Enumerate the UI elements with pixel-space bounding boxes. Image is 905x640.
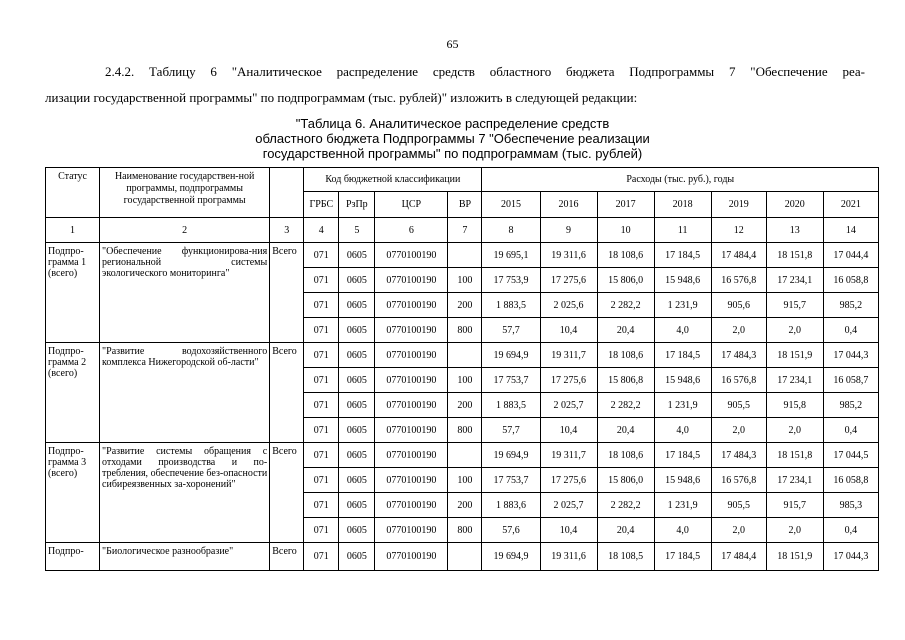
expense-value: 17 044,5 [823, 443, 878, 468]
vr-cell [448, 243, 482, 268]
rzpr-cell: 0605 [339, 443, 375, 468]
expense-value: 0,4 [823, 518, 878, 543]
header-col3 [270, 168, 304, 218]
expense-value: 10,4 [540, 418, 597, 443]
expense-value: 19 311,6 [540, 243, 597, 268]
csr-cell: 0770100190 [375, 243, 448, 268]
expense-value: 905,6 [711, 293, 766, 318]
expense-value: 18 108,6 [597, 243, 654, 268]
expense-value: 16 576,8 [711, 268, 766, 293]
expense-value: 1 883,5 [482, 293, 540, 318]
header-year: 2015 [482, 192, 540, 218]
expense-value: 18 151,9 [766, 343, 823, 368]
table-title-line-3: государственной программы" по подпрограммам (тыс. рублей) [262, 146, 643, 161]
expense-value: 2 282,2 [597, 393, 654, 418]
expense-value: 905,5 [711, 493, 766, 518]
expense-value: 17 484,3 [711, 443, 766, 468]
total-label: Всего [270, 343, 304, 443]
expense-value: 17 044,3 [823, 343, 878, 368]
csr-cell: 0770100190 [375, 343, 448, 368]
grbs-cell: 071 [304, 468, 339, 493]
header-vr: ВР [448, 192, 482, 218]
expense-value: 18 151,8 [766, 243, 823, 268]
expense-value: 18 151,9 [766, 543, 823, 571]
expense-value: 17 753,9 [482, 268, 540, 293]
csr-cell: 0770100190 [375, 493, 448, 518]
vr-cell: 800 [448, 318, 482, 343]
subprogram-name: "Развитие системы обращения с отходами производства и по-требления, обеспечение без-опасности сибиреязвенных за-хоронений" [100, 443, 270, 543]
header-year: 2021 [823, 192, 878, 218]
subprogram-status: Подпро-грамма 1 (всего) [46, 243, 100, 343]
expense-value: 20,4 [597, 518, 654, 543]
column-number: 4 [304, 218, 339, 243]
grbs-cell: 071 [304, 518, 339, 543]
grbs-cell: 071 [304, 368, 339, 393]
expense-value: 2 025,6 [540, 293, 597, 318]
column-number: 5 [339, 218, 375, 243]
vr-cell: 800 [448, 518, 482, 543]
expense-value: 2 282,2 [597, 493, 654, 518]
rzpr-cell: 0605 [339, 518, 375, 543]
grbs-cell: 071 [304, 443, 339, 468]
expense-value: 57,7 [482, 318, 540, 343]
expense-value: 17 753,7 [482, 468, 540, 493]
expense-value: 17 044,3 [823, 543, 878, 571]
column-number: 13 [766, 218, 823, 243]
budget-table-body [46, 218, 879, 571]
expense-value: 915,7 [766, 293, 823, 318]
vr-cell: 200 [448, 293, 482, 318]
expense-value: 18 108,6 [597, 343, 654, 368]
grbs-cell: 071 [304, 318, 339, 343]
csr-cell: 0770100190 [375, 368, 448, 393]
column-number: 3 [270, 218, 304, 243]
total-label: Всего [270, 443, 304, 543]
grbs-cell: 071 [304, 243, 339, 268]
expense-value: 19 311,7 [540, 343, 597, 368]
vr-cell: 200 [448, 393, 482, 418]
rzpr-cell: 0605 [339, 268, 375, 293]
rzpr-cell: 0605 [339, 468, 375, 493]
expense-value: 17 234,1 [766, 368, 823, 393]
expense-value: 17 484,3 [711, 343, 766, 368]
expense-value: 1 231,9 [654, 293, 711, 318]
vr-cell [448, 443, 482, 468]
expense-value: 985,2 [823, 293, 878, 318]
expense-value: 17 275,6 [540, 468, 597, 493]
column-number: 10 [597, 218, 654, 243]
expense-value: 2,0 [711, 418, 766, 443]
column-number: 6 [375, 218, 448, 243]
header-year: 2019 [711, 192, 766, 218]
grbs-cell: 071 [304, 268, 339, 293]
total-label: Всего [270, 243, 304, 343]
header-grbs: ГРБС [304, 192, 339, 218]
expense-value: 17 234,1 [766, 268, 823, 293]
vr-cell [448, 543, 482, 571]
column-number: 12 [711, 218, 766, 243]
expense-value: 16 058,7 [823, 368, 878, 393]
expense-value: 17 275,6 [540, 268, 597, 293]
expense-value: 19 694,9 [482, 543, 540, 571]
grbs-cell: 071 [304, 493, 339, 518]
expense-value: 4,0 [654, 318, 711, 343]
expense-value: 19 311,7 [540, 443, 597, 468]
expense-value: 15 948,6 [654, 468, 711, 493]
csr-cell: 0770100190 [375, 543, 448, 571]
header-expenses: Расходы (тыс. руб.), годы [482, 168, 879, 192]
subprogram-name: "Развитие водохозяйственного комплекса Нижегородской об-ласти" [100, 343, 270, 443]
rzpr-cell: 0605 [339, 343, 375, 368]
csr-cell: 0770100190 [375, 468, 448, 493]
csr-cell: 0770100190 [375, 293, 448, 318]
subprogram-status: Подпро- [46, 543, 100, 571]
expense-value: 1 231,9 [654, 493, 711, 518]
expense-value: 1 883,6 [482, 493, 540, 518]
csr-cell: 0770100190 [375, 418, 448, 443]
expense-value: 2,0 [711, 318, 766, 343]
expense-value: 57,7 [482, 418, 540, 443]
column-number: 11 [654, 218, 711, 243]
column-number: 8 [482, 218, 540, 243]
csr-cell: 0770100190 [375, 443, 448, 468]
header-year: 2018 [654, 192, 711, 218]
column-number-row [46, 218, 879, 243]
expense-value: 915,8 [766, 393, 823, 418]
vr-cell: 100 [448, 468, 482, 493]
rzpr-cell: 0605 [339, 418, 375, 443]
expense-value: 16 058,8 [823, 268, 878, 293]
header-status: Статус [46, 168, 100, 218]
intro-paragraph [45, 59, 865, 111]
header-csr: ЦСР [375, 192, 448, 218]
table-row [46, 543, 879, 571]
header-rzpr: РзПр [339, 192, 375, 218]
expense-value: 10,4 [540, 318, 597, 343]
grbs-cell: 071 [304, 293, 339, 318]
expense-value: 4,0 [654, 418, 711, 443]
expense-value: 17 753,7 [482, 368, 540, 393]
page-number: 65 [446, 37, 459, 51]
rzpr-cell: 0605 [339, 393, 375, 418]
subprogram-status: Подпро-грамма 3 (всего) [46, 443, 100, 543]
budget-table [45, 167, 879, 571]
expense-value: 17 044,4 [823, 243, 878, 268]
table-row [46, 443, 879, 468]
subprogram-name: "Биологическое разнообразие" [100, 543, 270, 571]
header-year: 2020 [766, 192, 823, 218]
expense-value: 19 311,6 [540, 543, 597, 571]
expense-value: 10,4 [540, 518, 597, 543]
expense-value: 0,4 [823, 418, 878, 443]
expense-value: 17 184,5 [654, 443, 711, 468]
csr-cell: 0770100190 [375, 393, 448, 418]
vr-cell: 100 [448, 268, 482, 293]
expense-value: 2,0 [766, 318, 823, 343]
expense-value: 19 694,9 [482, 443, 540, 468]
expense-value: 19 695,1 [482, 243, 540, 268]
column-number: 14 [823, 218, 878, 243]
expense-value: 20,4 [597, 418, 654, 443]
expense-value: 915,7 [766, 493, 823, 518]
rzpr-cell: 0605 [339, 318, 375, 343]
grbs-cell: 071 [304, 393, 339, 418]
header-kbk: Код бюджетной классификации [304, 168, 482, 192]
expense-value: 2,0 [766, 518, 823, 543]
intro-line-1: 2.4.2. Таблицу 6 "Аналитическое распределение средств областного бюджета Подпрограммы 7 "Обеспечение реа- [105, 64, 865, 79]
table-row [46, 243, 879, 268]
grbs-cell: 071 [304, 543, 339, 571]
vr-cell [448, 343, 482, 368]
expense-value: 2 025,7 [540, 393, 597, 418]
header-year: 2016 [540, 192, 597, 218]
expense-value: 0,4 [823, 318, 878, 343]
expense-value: 18 108,6 [597, 443, 654, 468]
expense-value: 985,3 [823, 493, 878, 518]
expense-value: 17 184,5 [654, 343, 711, 368]
csr-cell: 0770100190 [375, 318, 448, 343]
expense-value: 20,4 [597, 318, 654, 343]
expense-value: 17 484,4 [711, 543, 766, 571]
expense-value: 16 576,8 [711, 468, 766, 493]
table-title [0, 116, 905, 161]
table-row [46, 343, 879, 368]
expense-value: 1 231,9 [654, 393, 711, 418]
expense-value: 905,5 [711, 393, 766, 418]
subprogram-name: "Обеспечение функционирова-ния региональной системы экологического мониторинга" [100, 243, 270, 343]
expense-value: 19 694,9 [482, 343, 540, 368]
expense-value: 2 025,7 [540, 493, 597, 518]
rzpr-cell: 0605 [339, 243, 375, 268]
expense-value: 15 948,6 [654, 268, 711, 293]
expense-value: 15 806,0 [597, 268, 654, 293]
table-title-line-2: областного бюджета Подпрограммы 7 "Обеспечение реализации [255, 131, 650, 146]
table-title-line-1: "Таблица 6. Аналитическое распределение средств [295, 116, 610, 131]
grbs-cell: 071 [304, 418, 339, 443]
csr-cell: 0770100190 [375, 268, 448, 293]
rzpr-cell: 0605 [339, 543, 375, 571]
expense-value: 15 948,6 [654, 368, 711, 393]
expense-value: 985,2 [823, 393, 878, 418]
vr-cell: 100 [448, 368, 482, 393]
expense-value: 18 108,5 [597, 543, 654, 571]
rzpr-cell: 0605 [339, 493, 375, 518]
column-number: 9 [540, 218, 597, 243]
grbs-cell: 071 [304, 343, 339, 368]
expense-value: 4,0 [654, 518, 711, 543]
column-number: 2 [100, 218, 270, 243]
vr-cell: 800 [448, 418, 482, 443]
vr-cell: 200 [448, 493, 482, 518]
expense-value: 18 151,8 [766, 443, 823, 468]
rzpr-cell: 0605 [339, 293, 375, 318]
expense-value: 17 184,5 [654, 543, 711, 571]
csr-cell: 0770100190 [375, 518, 448, 543]
header-name: Наименование государствен-ной программы, подпрограммы государственной программы [100, 168, 270, 218]
expense-value: 15 806,0 [597, 468, 654, 493]
expense-value: 16 576,8 [711, 368, 766, 393]
subprogram-status: Подпро-грамма 2 (всего) [46, 343, 100, 443]
expense-value: 2,0 [711, 518, 766, 543]
expense-value: 17 234,1 [766, 468, 823, 493]
expense-value: 1 883,5 [482, 393, 540, 418]
header-year: 2017 [597, 192, 654, 218]
expense-value: 57,6 [482, 518, 540, 543]
expense-value: 15 806,8 [597, 368, 654, 393]
expense-value: 16 058,8 [823, 468, 878, 493]
total-label: Всего [270, 543, 304, 571]
column-number: 1 [46, 218, 100, 243]
column-number: 7 [448, 218, 482, 243]
expense-value: 17 484,4 [711, 243, 766, 268]
expense-value: 2,0 [766, 418, 823, 443]
expense-value: 17 184,5 [654, 243, 711, 268]
intro-line-2: лизации государственной программы" по подпрограммам (тыс. рублей)" изложить в следующей редакции: [45, 90, 638, 105]
expense-value: 17 275,6 [540, 368, 597, 393]
rzpr-cell: 0605 [339, 368, 375, 393]
expense-value: 2 282,2 [597, 293, 654, 318]
